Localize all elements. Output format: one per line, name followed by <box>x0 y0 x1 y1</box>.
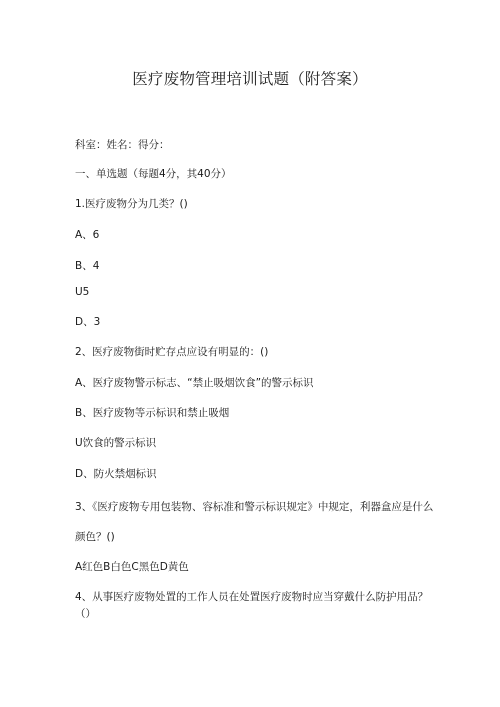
question-4: 4、从事医疗废物处置的工作人员在处置医疗废物时应当穿戴什么防护用品？ <box>75 591 429 603</box>
question-3-options: A红色B白色C黑色D黄色 <box>75 561 189 573</box>
option-1a: A、6 <box>75 229 100 241</box>
question-3-continued: 颜色？() <box>75 531 115 543</box>
question-2: 2、医疗废物街时贮存点应设有明显的：() <box>75 346 269 358</box>
info-line: 科室：姓名：得分： <box>75 139 170 151</box>
option-1c: U5 <box>75 286 90 298</box>
option-2c: U饮食的警示标识 <box>75 437 157 449</box>
question-3: 3、《医疗废物专用包装物、容标准和警示标识规定》中规定，利器盒应是什么 <box>75 501 434 513</box>
option-1d: D、3 <box>75 316 101 328</box>
question-4-continued: （） <box>75 608 96 620</box>
section-heading: 一、单选题（每题4分，其40分） <box>75 168 232 180</box>
document-title: 医疗废物管理培训试题（附答案） <box>132 70 368 88</box>
option-2b: B、医疗废物等示标识和禁止吸烟 <box>75 407 230 419</box>
question-1: 1.医疗废物分为几类？() <box>75 198 188 210</box>
option-2d: D、防火禁烟标识 <box>75 468 157 480</box>
option-1b: B、4 <box>75 260 100 272</box>
option-2a: A、医疗废物警示标志、“禁止吸烟饮食”的警示标识 <box>75 377 314 389</box>
